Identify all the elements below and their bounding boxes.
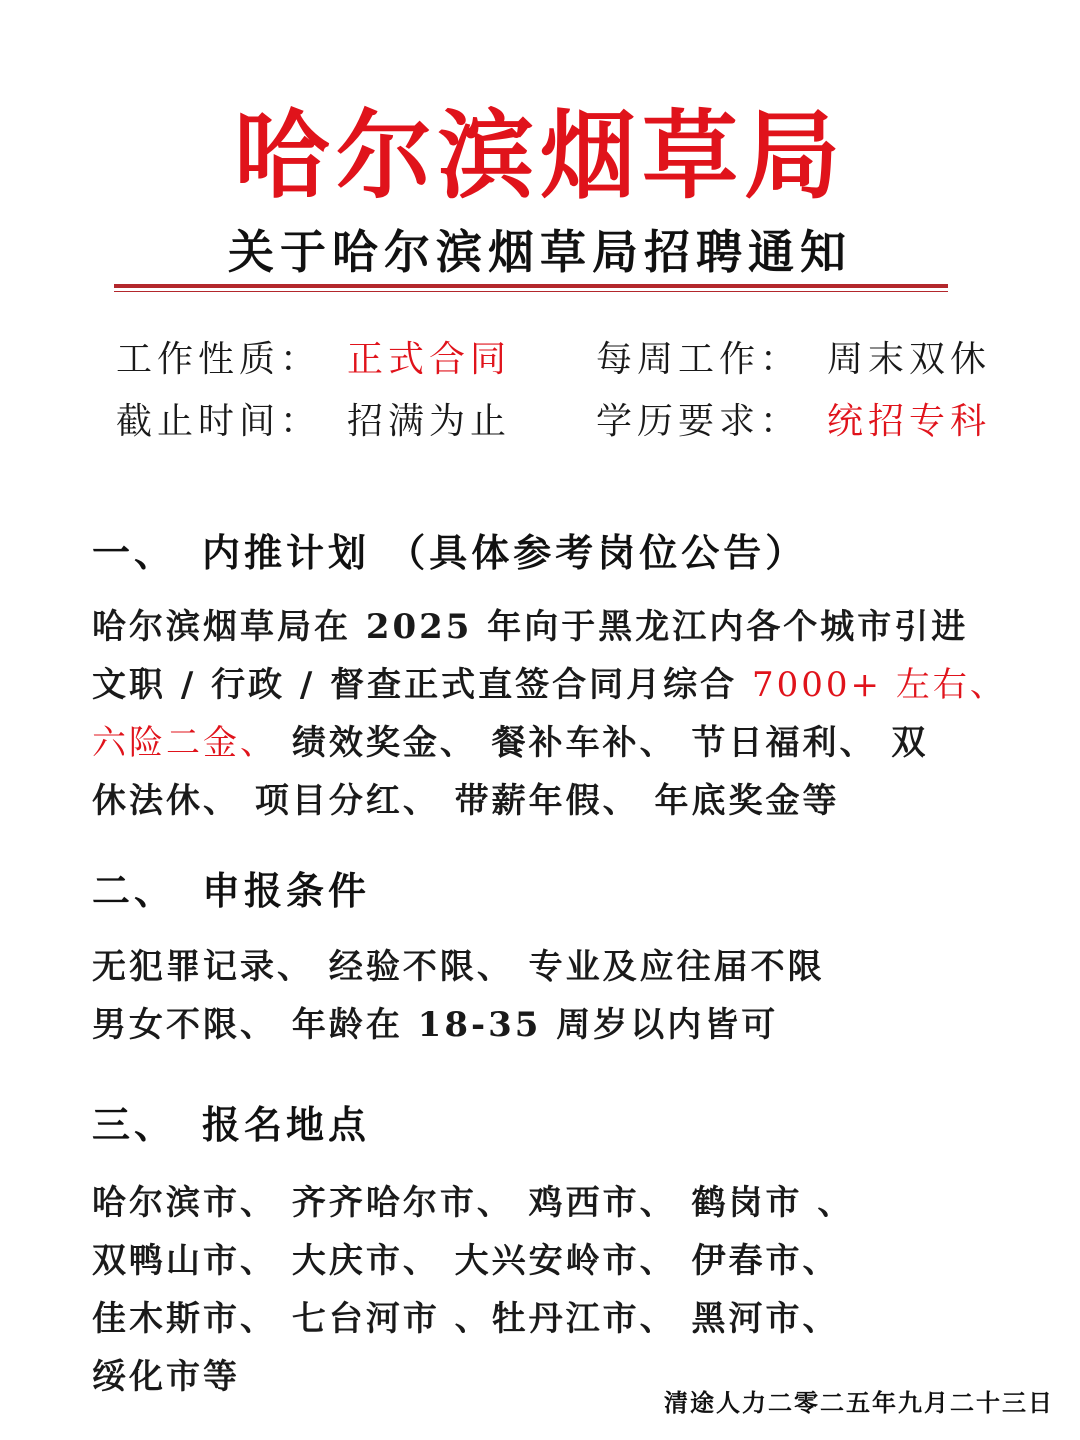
salary-highlight: 7000+ 左右、 <box>752 665 1007 705</box>
section-heading-conditions <box>92 866 370 916</box>
insurance-highlight: 六险二金、 <box>92 723 277 763</box>
body-line: 哈尔滨市、 齐齐哈尔市、 鸡西市、 鹤岗市 、 <box>92 1183 855 1223</box>
section-body-plan <box>92 598 1012 830</box>
section-title: 内推计划 （具体参考岗位公告） <box>202 530 808 575</box>
body-line: 哈尔滨烟草局在 2025 年向于黑龙江内各个城市引进 <box>92 607 969 647</box>
info-work-nature <box>116 336 511 384</box>
info-value: 招满为止 <box>347 401 512 442</box>
section-heading-locations <box>92 1100 370 1150</box>
section-number: 二、 <box>92 868 177 913</box>
info-label: 工作性质： <box>116 339 322 380</box>
section-title: 报名地点 <box>202 1102 371 1147</box>
body-line: 无犯罪记录、 经验不限、 专业及应往届不限 <box>92 947 825 987</box>
section-body-locations <box>92 1174 1012 1406</box>
info-value: 统招专科 <box>827 401 992 442</box>
body-text-segment: 文职 / 行政 / 督查正式直签合同月综合 <box>92 665 753 705</box>
body-text-segment: 绩效奖金、 餐补车补、 节日福利、 双 <box>277 723 929 763</box>
body-line: 佳木斯市、 七台河市 、牡丹江市、 黑河市、 <box>92 1299 840 1339</box>
body-line <box>92 714 1012 772</box>
section-number: 三、 <box>92 1102 177 1147</box>
body-line <box>92 656 1012 714</box>
info-value: 周末双休 <box>827 339 992 380</box>
body-line: 男女不限、 年龄在 18-35 周岁以内皆可 <box>92 1005 779 1045</box>
title-divider-thin <box>114 291 948 292</box>
section-body-conditions <box>92 938 1012 1054</box>
info-label: 每周工作： <box>596 339 802 380</box>
info-label: 截止时间： <box>116 401 322 442</box>
body-line: 休法休、 项目分红、 带薪年假、 年底奖金等 <box>92 781 840 821</box>
page-title: 哈尔滨烟草局 <box>234 99 846 212</box>
info-label: 学历要求： <box>596 401 802 442</box>
footer-date: 清途人力二零二五年九月二十三日 <box>664 1388 1054 1417</box>
section-number: 一、 <box>92 530 177 575</box>
info-value: 正式合同 <box>347 339 512 380</box>
info-deadline <box>116 398 511 446</box>
notice-subtitle: 关于哈尔滨烟草局招聘通知 <box>228 225 852 279</box>
title-divider-thick <box>114 284 948 288</box>
section-heading-plan <box>92 528 807 578</box>
section-title: 申报条件 <box>202 868 371 913</box>
body-line: 绥化市等 <box>92 1357 240 1397</box>
body-line: 双鸭山市、 大庆市、 大兴安岭市、 伊春市、 <box>92 1241 840 1281</box>
info-education <box>596 398 991 446</box>
info-weekly-work <box>596 336 991 384</box>
